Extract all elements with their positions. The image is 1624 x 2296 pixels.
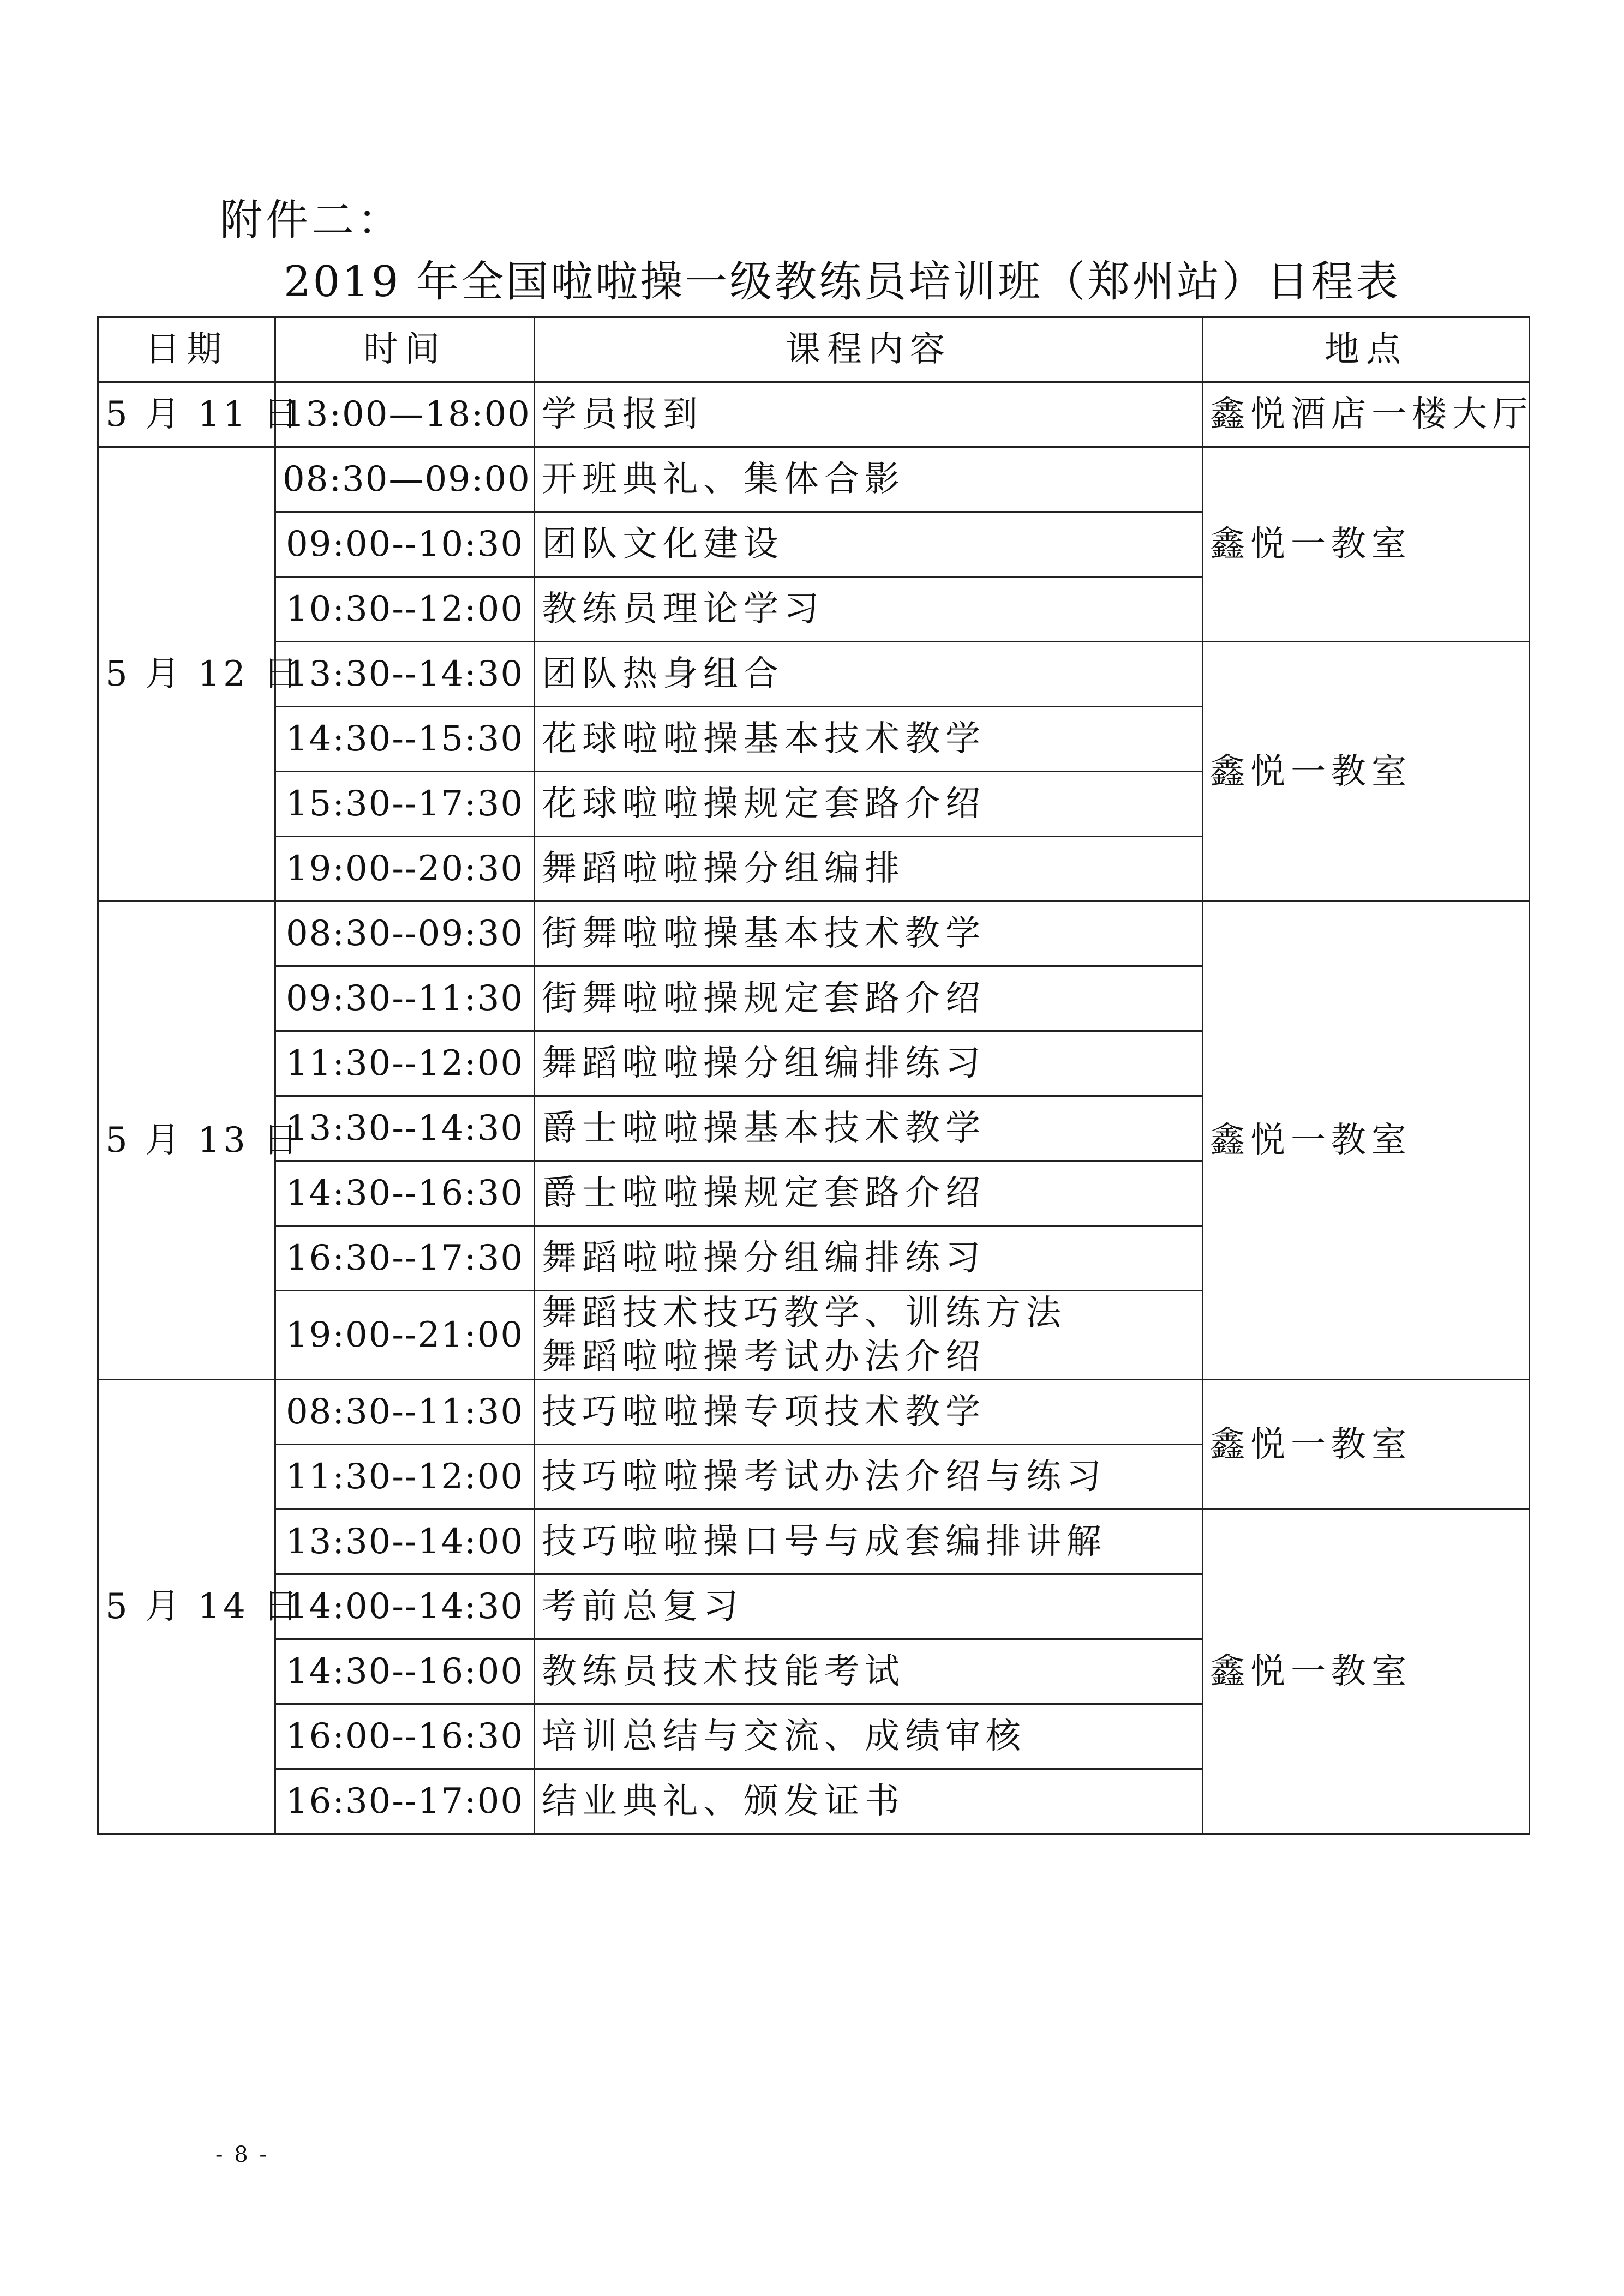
course-line: 技巧啦啦操口号与成套编排讲解 xyxy=(542,1522,1107,1562)
schedule-table-body xyxy=(98,317,1533,1834)
course-cell xyxy=(535,1639,1203,1704)
course-cell xyxy=(535,837,1203,901)
course-line: 培训总结与交流、成绩审核 xyxy=(542,1716,1026,1757)
venue-cell: 鑫悦一教室 xyxy=(1203,901,1530,1380)
time-cell: 16:30--17:30 xyxy=(275,1226,535,1291)
course-cell xyxy=(535,1769,1203,1834)
course-line: 舞蹈啦啦操分组编排练习 xyxy=(542,1043,986,1084)
time-cell: 08:30--11:30 xyxy=(275,1380,535,1445)
course-line: 教练员理论学习 xyxy=(542,589,824,629)
course-cell xyxy=(535,1380,1203,1445)
venue-cell: 鑫悦一教室 xyxy=(1203,1510,1530,1834)
date-cell: 5 月 13 日 xyxy=(98,901,275,1380)
time-cell: 13:30--14:30 xyxy=(275,642,535,707)
header-date: 日期 xyxy=(98,317,275,382)
time-cell: 14:30--16:00 xyxy=(275,1639,535,1704)
time-cell: 09:30--11:30 xyxy=(275,966,535,1031)
course-line: 学员报到 xyxy=(542,394,703,435)
document-title: 2019 年全国啦啦操一级教练员培训班（郑州站）日程表 xyxy=(284,257,1401,306)
venue-cell: 鑫悦一教室 xyxy=(1203,1380,1530,1510)
time-cell: 08:30—09:00 xyxy=(275,447,535,512)
course-cell xyxy=(535,966,1203,1031)
course-line: 花球啦啦操基本技术教学 xyxy=(542,719,986,759)
attachment-label: 附件二： xyxy=(220,196,404,245)
time-cell: 13:30--14:00 xyxy=(275,1510,535,1574)
course-line: 结业典礼、颁发证书 xyxy=(542,1781,905,1822)
time-cell: 19:00--20:30 xyxy=(275,837,535,901)
course-cell xyxy=(535,382,1203,447)
course-cell xyxy=(535,1704,1203,1769)
date-cell: 5 月 14 日 xyxy=(98,1380,275,1834)
header-time: 时间 xyxy=(275,317,535,382)
course-line: 技巧啦啦操考试办法介绍与练习 xyxy=(542,1457,1107,1497)
time-cell: 11:30--12:00 xyxy=(275,1445,535,1510)
table-row xyxy=(98,642,1530,707)
course-line: 爵士啦啦操规定套路介绍 xyxy=(542,1173,986,1213)
course-line: 舞蹈啦啦操分组编排 xyxy=(542,849,905,889)
venue-cell: 鑫悦一教室 xyxy=(1203,642,1530,901)
venue-cell: 鑫悦一教室 xyxy=(1203,447,1530,642)
time-cell: 16:00--16:30 xyxy=(275,1704,535,1769)
header-venue: 地点 xyxy=(1203,317,1530,382)
course-cell xyxy=(535,1510,1203,1574)
table-row xyxy=(98,1380,1530,1445)
course-cell xyxy=(535,447,1203,512)
course-cell xyxy=(535,1574,1203,1639)
course-line: 开班典礼、集体合影 xyxy=(542,459,905,500)
date-cell: 5 月 12 日 xyxy=(98,447,275,901)
time-cell: 16:30--17:00 xyxy=(275,1769,535,1834)
time-cell: 10:30--12:00 xyxy=(275,577,535,642)
course-cell xyxy=(535,772,1203,837)
course-line: 团队热身组合 xyxy=(542,654,784,694)
table-row xyxy=(98,382,1530,447)
time-cell: 11:30--12:00 xyxy=(275,1031,535,1096)
course-line: 舞蹈啦啦操考试办法介绍 xyxy=(542,1337,986,1377)
schedule-table xyxy=(97,316,1533,1835)
date-cell: 5 月 11 日 xyxy=(98,382,275,447)
time-cell: 09:00--10:30 xyxy=(275,512,535,577)
time-cell: 14:30--16:30 xyxy=(275,1161,535,1226)
course-line: 爵士啦啦操基本技术教学 xyxy=(542,1108,986,1149)
course-cell xyxy=(535,707,1203,772)
time-cell: 13:30--14:30 xyxy=(275,1096,535,1161)
time-cell: 15:30--17:30 xyxy=(275,772,535,837)
header-row xyxy=(98,317,1530,382)
course-line: 街舞啦啦操规定套路介绍 xyxy=(542,978,986,1019)
course-cell xyxy=(535,1161,1203,1226)
time-cell: 14:30--15:30 xyxy=(275,707,535,772)
course-cell xyxy=(535,1445,1203,1510)
venue-cell: 鑫悦酒店一楼大厅 xyxy=(1203,382,1530,447)
table-row xyxy=(98,901,1530,966)
course-cell xyxy=(535,512,1203,577)
course-line: 技巧啦啦操专项技术教学 xyxy=(542,1392,986,1432)
course-cell xyxy=(535,1096,1203,1161)
course-line: 街舞啦啦操基本技术教学 xyxy=(542,913,986,954)
time-cell: 08:30--09:30 xyxy=(275,901,535,966)
course-line: 团队文化建设 xyxy=(542,524,784,564)
course-line: 舞蹈技术技巧教学、训练方法 xyxy=(542,1293,1066,1333)
course-cell xyxy=(535,577,1203,642)
course-line: 考前总复习 xyxy=(542,1586,744,1627)
time-cell: 14:00--14:30 xyxy=(275,1574,535,1639)
table-row xyxy=(98,447,1530,512)
course-line: 教练员技术技能考试 xyxy=(542,1651,905,1692)
course-cell xyxy=(535,1031,1203,1096)
time-cell: 13:00—18:00 xyxy=(275,382,535,447)
page-number: - 8 - xyxy=(215,2142,269,2167)
table-row xyxy=(98,1510,1530,1574)
course-line: 舞蹈啦啦操分组编排练习 xyxy=(542,1238,986,1278)
course-line: 花球啦啦操规定套路介绍 xyxy=(542,784,986,824)
time-cell: 19:00--21:00 xyxy=(275,1291,535,1380)
course-cell xyxy=(535,642,1203,707)
header-course: 课程内容 xyxy=(535,317,1203,382)
course-cell xyxy=(535,1226,1203,1291)
course-cell xyxy=(535,1291,1203,1380)
course-cell xyxy=(535,901,1203,966)
